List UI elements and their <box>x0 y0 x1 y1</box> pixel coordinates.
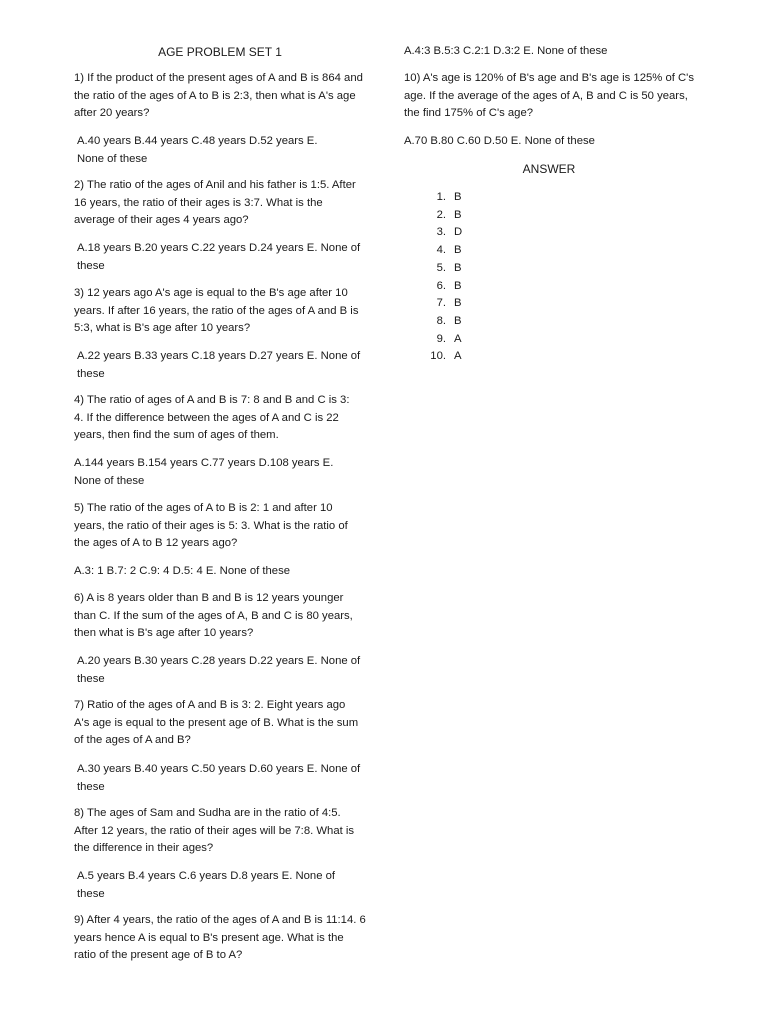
answer-number: 5. <box>436 261 446 274</box>
answer-number: 8. <box>436 314 446 327</box>
question-5: 5) The ratio of the ages of A to B is 2: 1 and after 10 years, the ratio of their ages is 5: 3. What is the ratio of the ages of A to B 12 years ago? <box>74 502 348 550</box>
answer-row <box>424 331 462 349</box>
answer-number: 6. <box>436 279 446 292</box>
answer-value: B <box>454 208 462 221</box>
answer-value: A <box>454 332 462 345</box>
answer-row <box>424 295 462 313</box>
question-7-options: A.30 years B.40 years C.50 years D.60 years E. None of these <box>77 763 361 793</box>
question-6: 6) A is 8 years older than B and B is 12 years younger than C. If the sum of the ages of A, B and C is 80 years, then what is B's age after 10 years? <box>74 592 353 640</box>
question-9-options: A.4:3 B.5:3 C.2:1 D.3:2 E. None of these <box>404 45 608 57</box>
question-3-options: A.22 years B.33 years C.18 years D.27 years E. None of these <box>77 350 361 380</box>
question-7: 7) Ratio of the ages of A and B is 3: 2. Eight years ago A's age is equal to the present age of B. What is the sum of the ages of A and B? <box>74 699 359 747</box>
answer-list <box>424 189 462 366</box>
answer-number: 9. <box>436 332 446 345</box>
answer-value: B <box>454 314 462 327</box>
question-10-options: A.70 B.80 C.60 D.50 E. None of these <box>404 135 595 147</box>
question-5-options: A.3: 1 B.7: 2 C.9: 4 D.5: 4 E. None of these <box>74 565 291 577</box>
question-6-options: A.20 years B.30 years C.28 years D.22 years E. None of these <box>77 655 361 685</box>
answer-value: B <box>454 191 462 203</box>
question-1-options: A.40 years B.44 years C.48 years D.52 years E. None of these <box>77 135 318 165</box>
answer-row <box>424 278 462 296</box>
answer-value: D <box>454 226 463 239</box>
question-8-options: A.5 years B.4 years C.6 years D.8 years E. None of these <box>77 870 336 900</box>
answer-value: B <box>454 279 462 292</box>
answer-value: B <box>454 297 462 310</box>
answer-row <box>424 189 462 207</box>
question-1: 1) If the product of the present ages of A and B is 864 and the ratio of the ages of A to B is 2:3, then what is A's age after 20 years? <box>74 72 363 120</box>
question-4-options: A.144 years B.154 years C.77 years D.108 years E. None of these <box>74 457 334 487</box>
answer-number: 3. <box>436 226 446 239</box>
question-10: 10) A's age is 120% of B's age and B's age is 125% of C's age. If the average of the ages of A, B and C is 50 years, the find 175% of C's age? <box>404 72 694 120</box>
answer-row <box>424 313 462 331</box>
answer-row <box>424 207 462 225</box>
question-2-options: A.18 years B.20 years C.22 years D.24 years E. None of these <box>77 242 361 272</box>
answer-row <box>424 348 462 366</box>
answer-number: 7. <box>436 297 446 310</box>
answer-number: 10. <box>430 350 446 363</box>
answer-value: B <box>454 244 462 257</box>
document-title: AGE PROBLEM SET 1 <box>158 45 282 59</box>
question-4: 4) The ratio of ages of A and B is 7: 8 and B and C is 3: 4. If the difference between the ages of A and C is 22 years, then find the sum of ages of them. <box>74 394 350 442</box>
answer-number: 4. <box>436 244 446 257</box>
question-9: 9) After 4 years, the ratio of the ages of A and B is 11:14. 6 years hence A is equal to B's present age. What is the ratio of the present age of B to A? <box>74 914 366 962</box>
answer-row <box>424 224 462 242</box>
answer-row <box>424 242 462 260</box>
answer-row <box>424 260 462 278</box>
question-2: 2) The ratio of the ages of Anil and his father is 1:5. After 16 years, the ratio of their ages is 3:7. What is the average of their ages 4 years ago? <box>74 179 356 227</box>
question-8: 8) The ages of Sam and Sudha are in the ratio of 4:5. After 12 years, the ratio of their ages will be 7:8. What is the difference in their ages? <box>74 807 355 855</box>
answer-value: B <box>454 261 462 274</box>
answer-value: A <box>454 350 462 363</box>
answer-number: 2. <box>436 208 446 221</box>
question-3: 3) 12 years ago A's age is equal to the B's age after 10 years. If after 16 years, the ratio of the ages of A and B is 5:3, what is B's age after 10 years? <box>74 287 359 335</box>
answer-number: 1. <box>436 191 446 203</box>
answer-heading: ANSWER <box>522 162 576 176</box>
